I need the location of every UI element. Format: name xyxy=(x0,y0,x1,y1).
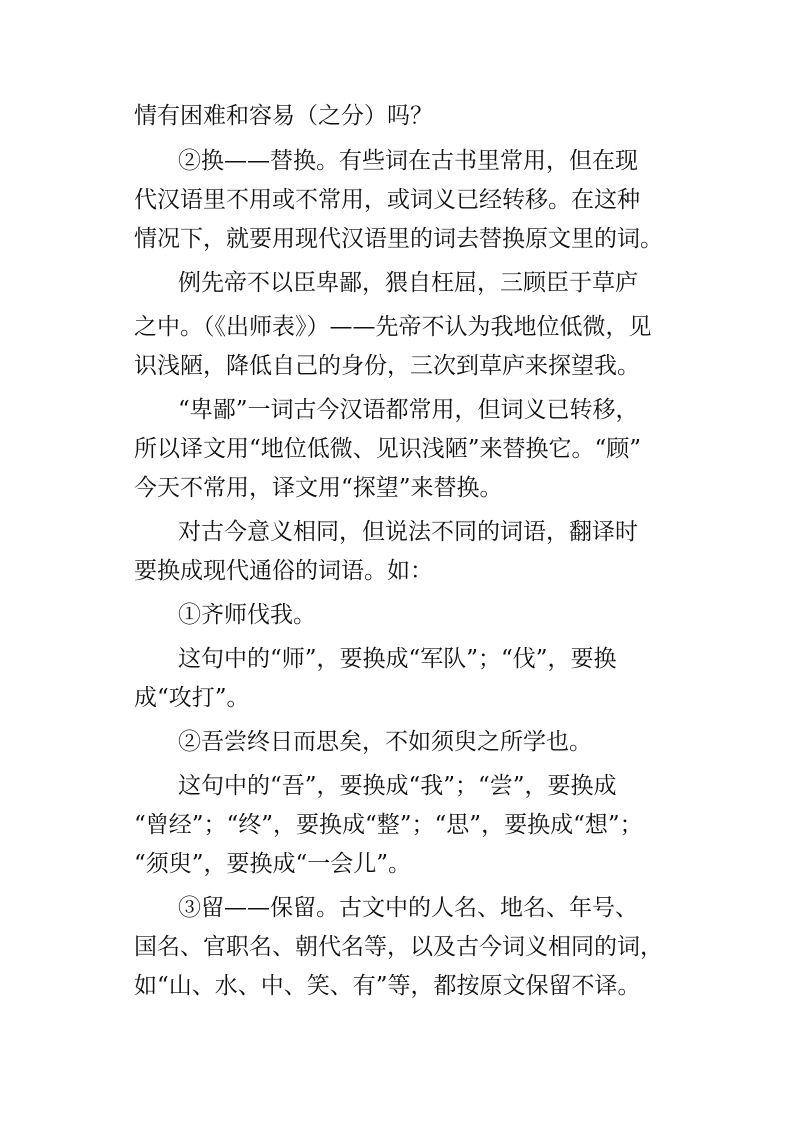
text-line: 如“山、水、中、笑、有”等，都按原文保留不译。 xyxy=(134,973,641,999)
text-line: 对古今意义相同，但说法不同的词语，翻译时 xyxy=(178,519,638,545)
text-line: 代汉语里不用或不常用，或词义已经转移。在这种 xyxy=(134,187,640,213)
text-line: 例先帝不以臣卑鄙，猥自枉屈，三顾臣于草庐 xyxy=(178,270,638,296)
text-line: “须臾”，要换成“一会儿”。 xyxy=(134,851,412,877)
text-line: 情有困难和容易（之分）吗？ xyxy=(134,103,433,129)
text-line: ①齐师伐我。 xyxy=(178,602,316,628)
text-line: ③留——保留。古文中的人名、地名、年号、 xyxy=(178,895,638,921)
text-line: 之中。（《出师表》）——先帝不认为我地位低微，见 xyxy=(134,314,652,340)
text-line: 识浅陋，降低自己的身份，三次到草庐来探望我。 xyxy=(134,353,640,379)
text-line: 成“攻打”。 xyxy=(134,685,250,711)
text-line: 这句中的“师”，要换成“军队”；“伐”，要换 xyxy=(178,646,617,672)
text-line: 情况下，就要用现代汉语里的词去替换原文里的词。 xyxy=(134,226,663,252)
text-line: ②吾尝终日而思矣，不如须臾之所学也。 xyxy=(178,729,592,755)
text-line: “曾经”；“终”，要换成“整”；“思”，要换成“想”； xyxy=(134,812,643,838)
text-line: 今天不常用，译文用“探望”来替换。 xyxy=(134,475,503,501)
text-line: 所以译文用“地位低微、见识浅陋”来替换它。“顾” xyxy=(134,436,642,462)
text-line: ②换——替换。有些词在古书里常用，但在现 xyxy=(178,148,638,174)
text-line: 这句中的“吾”，要换成“我”；“尝”，要换成 xyxy=(178,773,617,799)
text-line: 要换成现代通俗的词语。如： xyxy=(134,558,433,584)
text-line: 国名、官职名、朝代名等，以及古今词义相同的词， xyxy=(134,934,663,960)
text-line: “卑鄙”一词古今汉语都常用，但词义已转移， xyxy=(178,397,639,423)
